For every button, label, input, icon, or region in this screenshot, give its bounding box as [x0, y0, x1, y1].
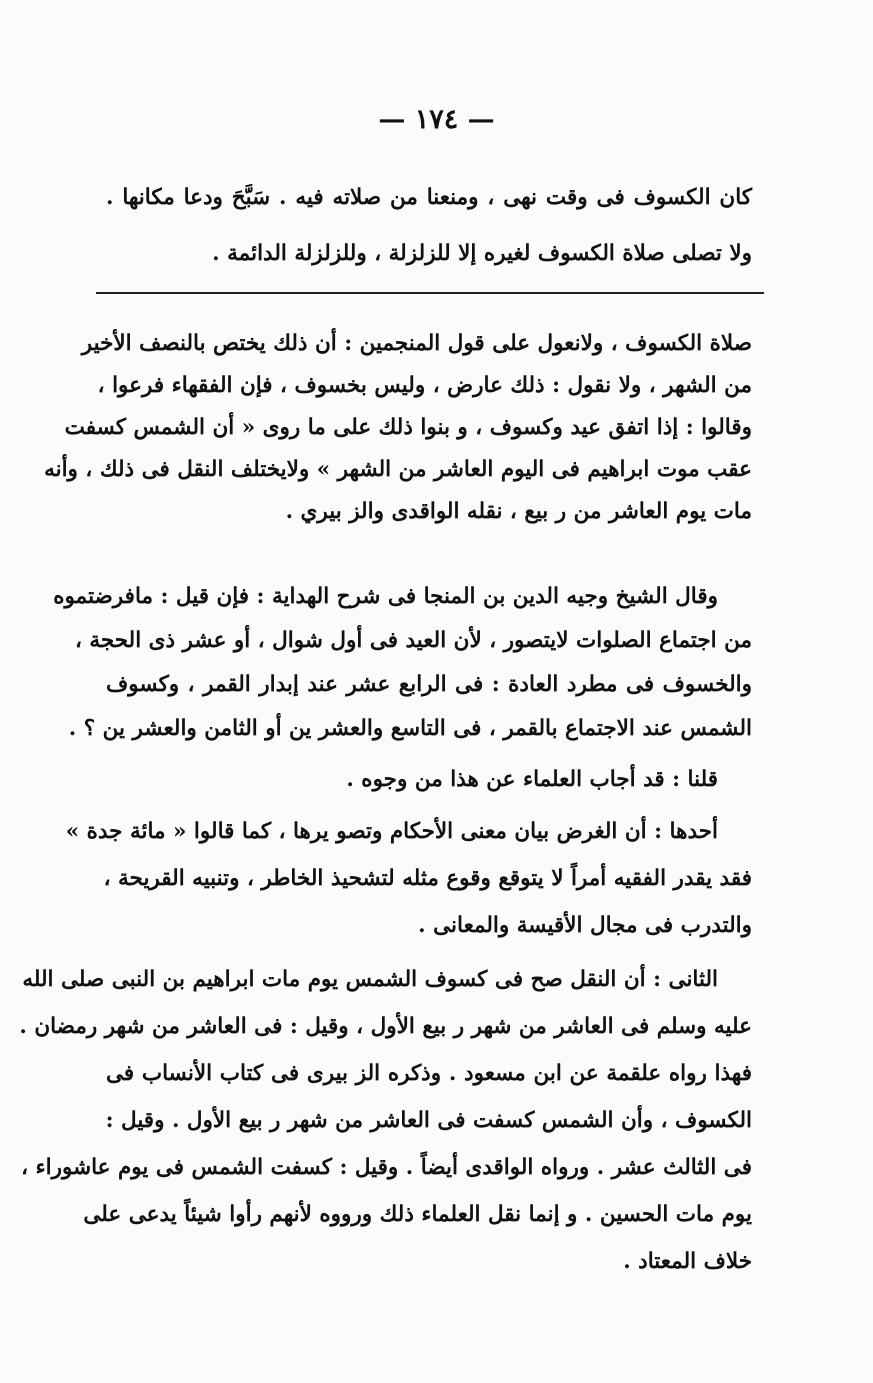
- text-line: الثانى : أن النقل صح فى كسوف الشمس يوم مات ابراهيم بن النبى صلى الله: [22, 967, 718, 992]
- text-line: وقالوا : إذا اتفق عيد وكسوف ، و بنوا ذلك على ما روى « أن الشمس كسفت: [64, 415, 752, 440]
- text-line: فقد يقدر الفقيه أمراً لا يتوقع وقوع مثله لتشحيذ الخاطر ، وتنبيه القريحة ،: [103, 866, 752, 891]
- text-line: الشمس عند الاجتماع بالقمر ، فى التاسع والعشر ين أو الثامن والعشر ين ؟ .: [68, 716, 752, 741]
- main-text-paragraph: [106, 170, 752, 282]
- footnote-paragraph: [106, 758, 752, 802]
- text-line: الكسوف ، وأن الشمس كسفت فى العاشر من شهر ر بيع الأول . وقيل :: [105, 1108, 752, 1133]
- text-line: أحدها : أن الغرض بيان معنى الأحكام وتصو يرها ، كما قالوا « مائة جدة »: [65, 819, 718, 844]
- text-line: مات يوم العاشر من ر بيع ، نقله الواقدى والز بيري .: [285, 499, 752, 524]
- text-line: صلاة الكسوف ، ولانعول على قول المنجمين : أن ذلك يختص بالنصف الأخير: [81, 331, 752, 356]
- footnote-paragraph: [44, 323, 752, 533]
- text-line: والتدرب فى مجال الأقيسة والمعانى .: [418, 913, 752, 938]
- text-line: كان الكسوف فى وقت نهى ، ومنعنا من صلاته فيه . سَبَّحَ ودعا مكانها .: [106, 185, 752, 210]
- text-line: خلاف المعتاد .: [623, 1249, 752, 1274]
- text-line: من اجتماع الصلوات لايتصور ، لأن العيد فى أول شوال ، أو عشر ذى الحجة ،: [74, 628, 752, 653]
- text-line: فى الثالث عشر . ورواه الواقدى أيضاً . وقيل : كسفت الشمس فى يوم عاشوراء ،: [21, 1155, 752, 1180]
- page-number: — ١٧٤ —: [378, 104, 495, 135]
- text-line: فهذا رواه علقمة عن ابن مسعود . وذكره الز بيرى فى كتاب الأنساب فى: [106, 1061, 752, 1086]
- text-line: وقال الشيخ وجيه الدين بن المنجا فى شرح الهداية : فإن قيل : مافرضتموه: [53, 584, 718, 609]
- text-line: عقب موت ابراهيم فى اليوم العاشر من الشهر » ولايختلف النقل فى ذلك ، وأنه: [44, 457, 752, 482]
- footnote-paragraph: [19, 956, 752, 1285]
- text-line: والخسوف فى مطرد العادة : فى الرابع عشر عند إبدار القمر ، وكسوف: [106, 672, 752, 697]
- text-line: قلنا : قد أجاب العلماء عن هذا من وجوه .: [346, 767, 718, 792]
- text-line: عليه وسلم فى العاشر من شهر ر بيع الأول ، وقيل : فى العاشر من شهر رمضان .: [19, 1014, 752, 1039]
- footnote-paragraph: [65, 808, 752, 949]
- text-line: من الشهر ، ولا نقول : ذلك عارض ، وليس بخسوف ، فإن الفقهاء فرعوا ،: [97, 373, 752, 398]
- text-line: يوم مات الحسين . و إنما نقل العلماء ذلك ورووه لأنهم رأوا شيئاً يدعى على: [83, 1202, 752, 1227]
- footnote-paragraph: [53, 575, 752, 751]
- text-line: ولا تصلى صلاة الكسوف لغيره إلا للزلزلة ، وللزلزلة الدائمة .: [212, 241, 752, 266]
- footnote-separator: [96, 292, 764, 294]
